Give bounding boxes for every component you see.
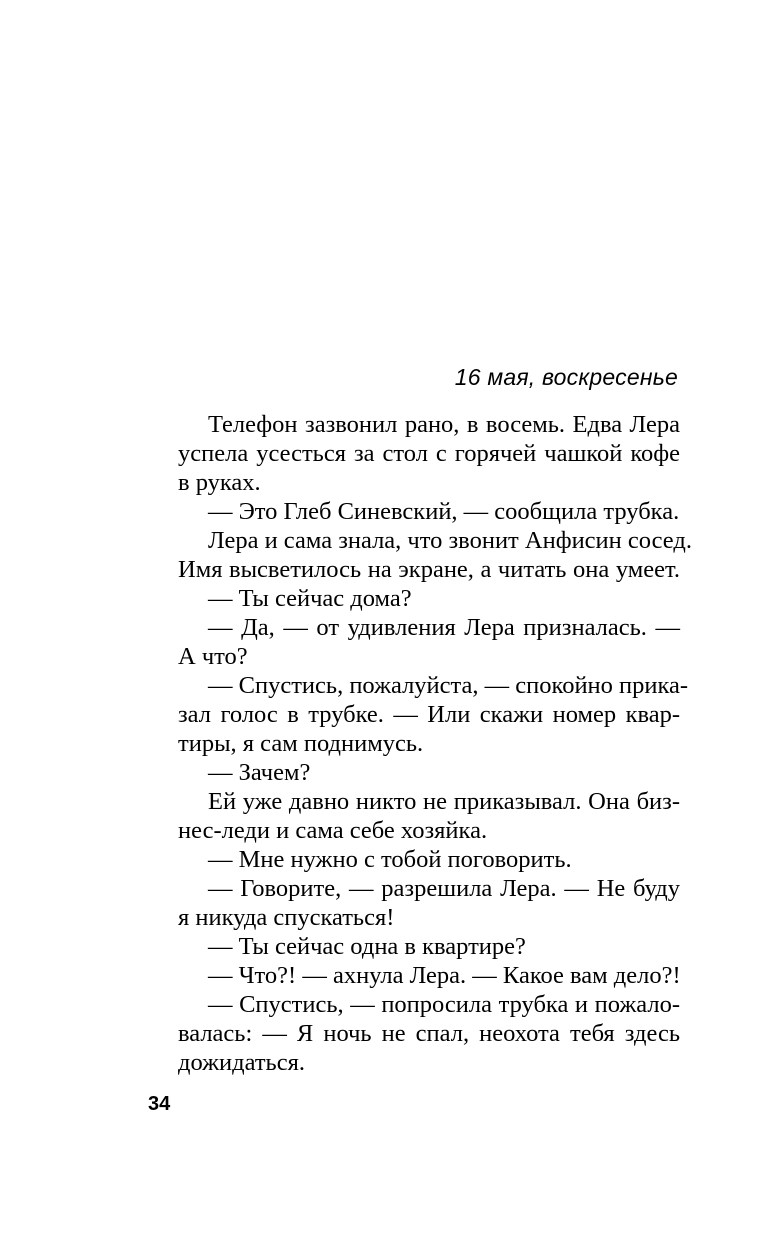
text-line: — Что?! — ахнула Лера. — Какое вам дело?! <box>208 962 681 989</box>
paragraph <box>148 845 680 874</box>
text-line: дожидаться. <box>178 1049 305 1076</box>
chapter-date-heading: 16 мая, воскресенье <box>454 364 678 390</box>
text-line: в руках. <box>178 469 261 496</box>
paragraph <box>148 497 680 526</box>
paragraph <box>148 990 680 1077</box>
paragraph <box>148 613 680 671</box>
text-line: Лера и сама знала, что звонит Анфисин сосед. <box>208 527 692 554</box>
text-line: нес-леди и сама себе хозяйка. <box>178 817 488 844</box>
text-line: — Ты сейчас одна в квартире? <box>208 933 526 960</box>
text-line: — Зачем? <box>208 759 311 786</box>
text-line: Телефон зазвонил рано, в восемь. Едва Лера <box>208 411 680 438</box>
text-line: тиры, я сам поднимусь. <box>178 730 424 757</box>
text-line: — Говорите, — разрешила Лера. — Не буду <box>208 875 680 902</box>
text-line: зал голос в трубке. — Или скажи номер квар- <box>178 701 680 728</box>
paragraph <box>148 961 680 990</box>
paragraph <box>148 526 692 584</box>
paragraph <box>148 874 680 932</box>
text-line: Имя высветилось на экране, а читать она умеет. <box>178 556 680 583</box>
text-line: успела усесться за стол с горячей чашкой кофе <box>178 440 680 467</box>
paragraph <box>148 787 680 845</box>
text-line: — Да, — от удивления Лера призналась. — <box>208 614 680 641</box>
body-text <box>148 410 692 1077</box>
paragraph <box>148 758 680 787</box>
page-number: 34 <box>148 1093 171 1115</box>
paragraph <box>148 584 680 613</box>
text-line: — Это Глеб Синевский, — сообщила трубка. <box>208 498 680 525</box>
text-line: А что? <box>178 643 248 670</box>
text-line: — Мне нужно с тобой поговорить. <box>208 846 572 873</box>
text-line: я никуда спускаться! <box>178 904 395 931</box>
text-line: валась: — Я ночь не спал, неохота тебя здесь <box>178 1020 680 1047</box>
paragraph <box>148 932 680 961</box>
paragraph <box>148 410 680 497</box>
text-line: — Спустись, — попросила трубка и пожало- <box>208 991 680 1018</box>
text-line: — Спустись, пожалуйста, — спокойно прика- <box>208 672 689 699</box>
text-line: Ей уже давно никто не приказывал. Она биз- <box>208 788 680 815</box>
text-line: — Ты сейчас дома? <box>208 585 412 612</box>
paragraph <box>148 671 689 758</box>
